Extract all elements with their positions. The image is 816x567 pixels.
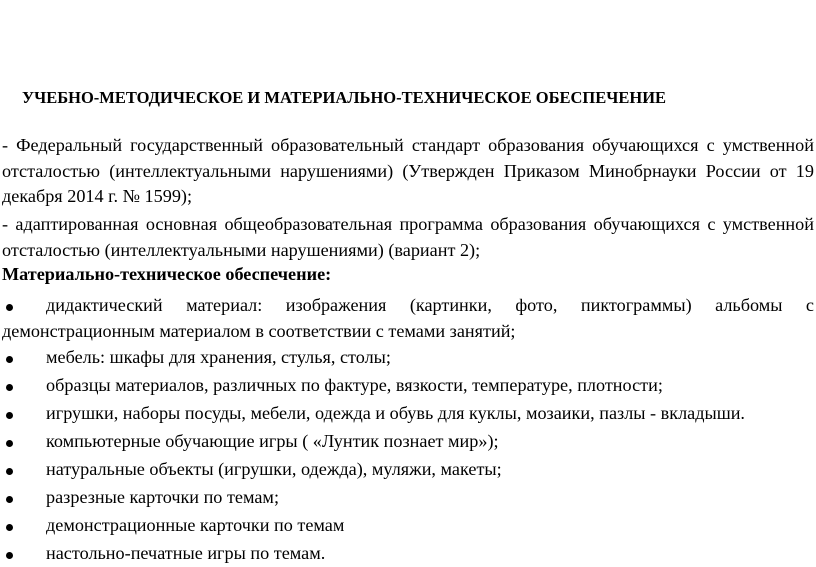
bullet-icon (6, 304, 13, 311)
list-item-text: мебель: шкафы для хранения, стулья, столы; (46, 347, 391, 367)
section-heading: Материально-техническое обеспечение: (2, 264, 332, 284)
list-item (2, 457, 814, 483)
list-item (2, 485, 814, 511)
document-title: УЧЕБНО-МЕТОДИЧЕСКОЕ И МАТЕРИАЛЬНО-ТЕХНИЧЕСКОЕ ОБЕСПЕЧЕНИЕ (22, 88, 667, 107)
bullet-icon (6, 552, 13, 559)
bullet-icon (6, 440, 13, 447)
list-item (2, 429, 814, 455)
list-item-text: образцы материалов, различных по фактуре, вязкости, температуре, плотности; (46, 375, 663, 395)
list-item-text: разрезные карточки по темам; (46, 487, 279, 507)
list-item-text: натуральные объекты (игрушки, одежда), муляжи, макеты; (46, 459, 502, 479)
list-item-text: дидактический материал: изображения (картинки, фото, пиктограммы) альбомы с демонстрационным материалом в соответствии с темами занятий; (2, 295, 814, 341)
bullet-icon (6, 496, 13, 503)
list-item (2, 373, 814, 399)
list-item-text: демонстрационные карточки по темам (46, 515, 345, 535)
bullet-icon (6, 356, 13, 363)
bullet-icon (6, 412, 13, 419)
list-item (2, 513, 814, 539)
list-item (2, 293, 814, 344)
list-item-text: настольно-печатные игры по темам. (46, 543, 326, 563)
list-item-text: игрушки, наборы посуды, мебели, одежда и обувь для куклы, мозаики, пазлы - вкладыши. (46, 403, 745, 423)
paragraph-adapted-program: - адаптированная основная общеобразовательная программа образования обучающихся с умственной отсталостью (интеллектуальными нарушениями) (вариант 2); (2, 214, 814, 260)
bullet-icon (6, 468, 13, 475)
list-item (2, 345, 814, 371)
bullet-icon (6, 384, 13, 391)
list-item (2, 541, 814, 567)
list-item-text: компьютерные обучающие игры ( «Лунтик познает мир»); (46, 431, 499, 451)
paragraph-fgos-standard: - Федеральный государственный образовательный стандарт образования обучающихся с умственной отсталостью (интеллектуальными нарушениями) (Утвержден Приказом Минобрнауки России от 19 декабря 2014 г. № 1599); (2, 135, 814, 206)
list-item (2, 401, 814, 427)
bullet-icon (6, 524, 13, 531)
